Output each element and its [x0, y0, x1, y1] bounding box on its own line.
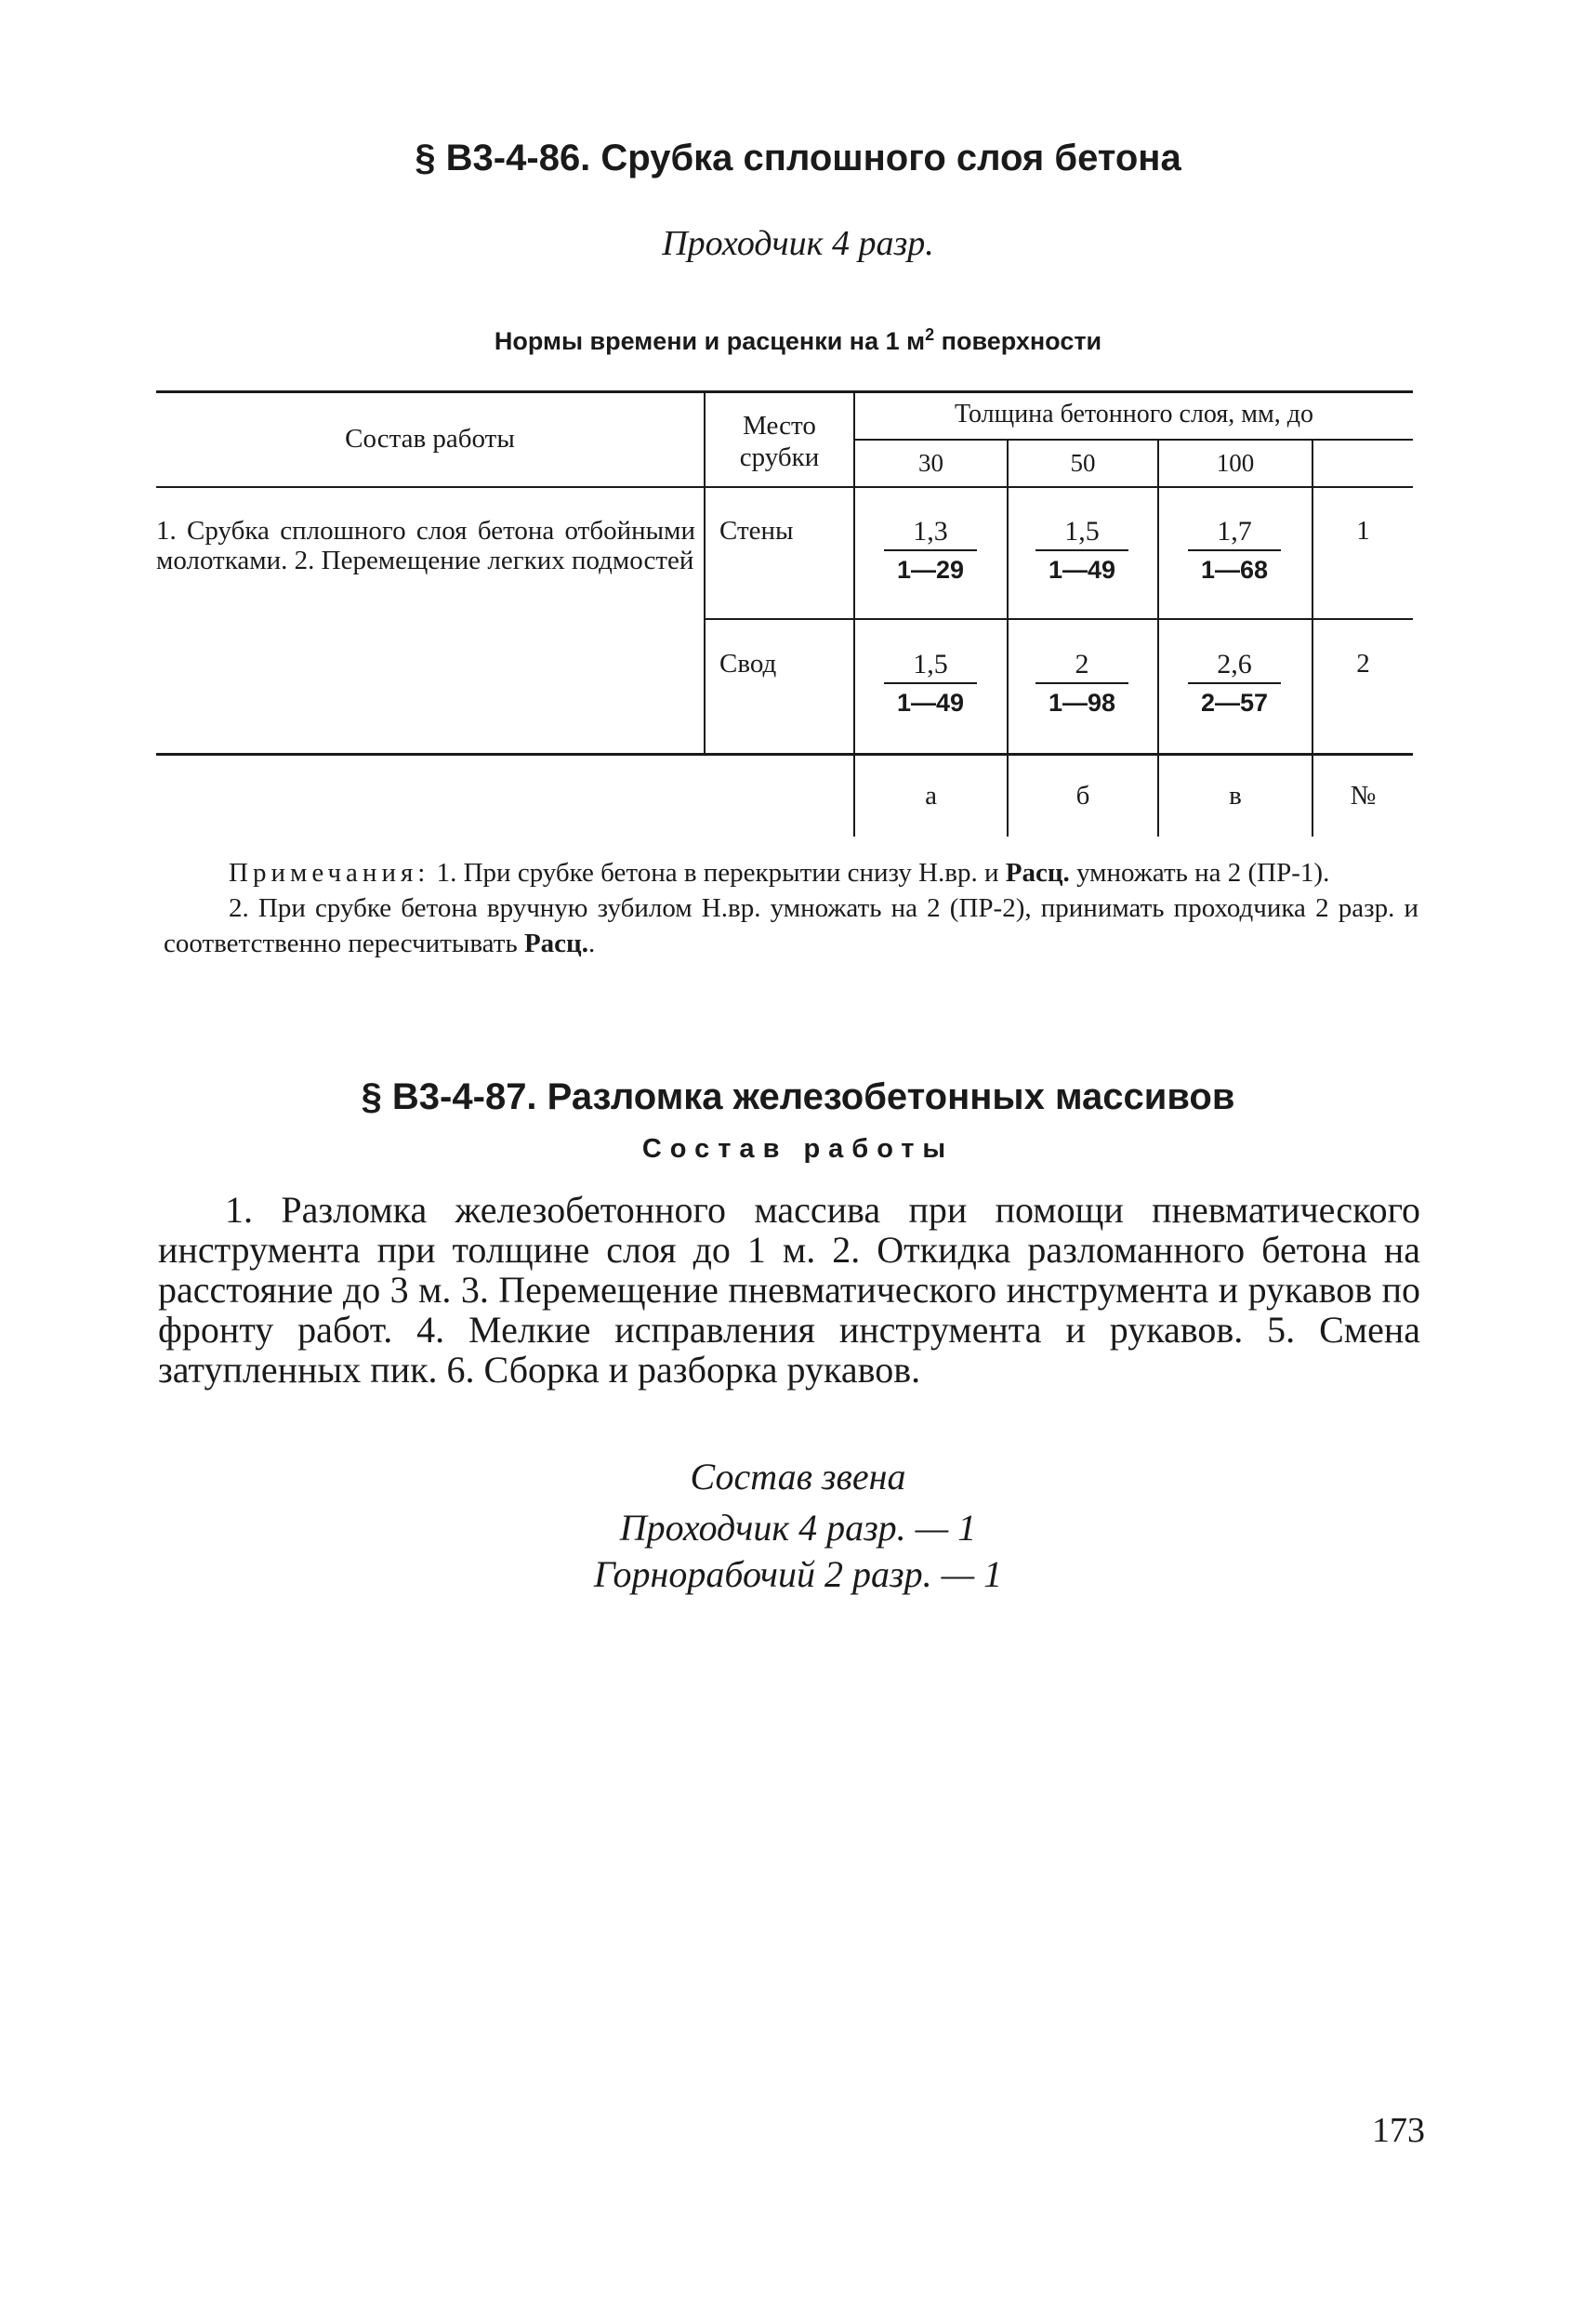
cell-walls-30	[865, 516, 996, 585]
cell-walls-100	[1169, 516, 1299, 585]
place-walls: Стены	[719, 516, 794, 546]
price-value: 1—49	[1048, 556, 1116, 584]
cell-walls-50	[1017, 516, 1147, 585]
col-rule-100	[1157, 439, 1159, 837]
norm-value: 1,7	[1217, 516, 1252, 547]
note-2-rasc: Расц.	[523, 929, 588, 958]
work-description: 1. Срубка сплошного слоя бетона отбойными молотками. 2. Перемещение легких подмостей	[156, 516, 695, 575]
worker-grade: Проходчик 4 разр.	[662, 224, 934, 263]
price-value: 1—98	[1048, 689, 1116, 717]
header-work: Состав работы	[345, 424, 515, 454]
table-bottom-rule	[156, 753, 1413, 756]
fraction-bar	[1188, 549, 1281, 551]
work-composition-text: 1. Разломка железобетонного массива при помощи пневматического инструмента при толщине слоя до 1 м. 2. Откидка разломанного бетона на расстояние до 3 м. 3. Перемещение пневматического инструмента и рукавов по фронту работ. 4. Мелкие исправления инструмента и рукавов. 5. Смена затупленных пик. 6. Сборка и разборка рукавов.	[158, 1189, 1420, 1391]
footer-col-b: б	[1075, 781, 1090, 811]
note-1	[164, 855, 1418, 890]
row-separator	[705, 618, 1413, 620]
col-rule-50	[1007, 439, 1009, 837]
fraction-bar	[884, 682, 977, 684]
header-place-line1: Место	[743, 411, 816, 441]
header-col-30: 30	[918, 449, 943, 477]
table-caption-tail: поверхности	[934, 327, 1102, 355]
footer-col-c: в	[1229, 781, 1242, 811]
price-value: 1—68	[1200, 556, 1269, 584]
cell-vault-30	[865, 649, 996, 718]
price-value: 1—49	[896, 689, 965, 717]
row-num-2: 2	[1356, 649, 1370, 679]
row-num-1: 1	[1356, 516, 1370, 546]
norm-value: 1,5	[913, 649, 948, 679]
note-2	[164, 890, 1418, 961]
footer-col-a: а	[925, 781, 937, 811]
notes-label: Примечания:	[229, 858, 430, 888]
header-thickness: Толщина бетонного слоя, мм, до	[955, 400, 1313, 429]
table-caption	[0, 325, 1596, 356]
note-2-tail: .	[587, 929, 596, 958]
cell-vault-50	[1017, 649, 1147, 718]
header-subrule	[854, 439, 1413, 441]
header-col-50: 50	[1070, 449, 1096, 477]
work-composition-body	[158, 1190, 1420, 1390]
table-caption-sup: 2	[925, 325, 935, 344]
norm-value: 1,3	[913, 516, 948, 547]
norm-value: 2,6	[1217, 649, 1252, 679]
header-place-line2: срубки	[739, 442, 820, 472]
note-1-rasc: Расц.	[1005, 858, 1070, 888]
price-value: 2—57	[1200, 689, 1269, 717]
norm-value: 2	[1075, 649, 1089, 679]
footer-col-num: №	[1350, 781, 1377, 811]
fraction-bar	[1035, 682, 1128, 684]
col-rule-num	[1312, 439, 1313, 837]
crew-member-1: Проходчик 4 разр. — 1	[619, 1507, 977, 1549]
page-number: 173	[1372, 2111, 1425, 2150]
header-bottom-rule	[156, 486, 1413, 488]
work-composition-heading: Состав работы	[641, 1134, 955, 1164]
norm-value: 1,5	[1064, 516, 1100, 547]
header-col-100: 100	[1216, 449, 1255, 477]
table-top-rule	[156, 390, 1413, 393]
norms-table	[156, 390, 1413, 837]
section-title-v3-4-87: § В3-4-87. Разломка железобетонных массивов	[361, 1076, 1235, 1117]
section-title-v3-4-86: § В3-4-86. Срубка сплошного слоя бетона	[415, 138, 1181, 178]
price-value: 1—29	[896, 556, 965, 584]
table-caption-text: Нормы времени и расценки на 1 м	[494, 327, 926, 355]
crew-heading: Состав звена	[690, 1456, 906, 1497]
note-2-text: 2. При срубке бетона вручную зубилом Н.вр. умножать на 2 (ПР-2), принимать проходчика 2 разр. и соответственно пересчитывать	[164, 893, 1418, 958]
crew-member-2: Горнорабочий 2 разр. — 1	[593, 1553, 1003, 1595]
fraction-bar	[1188, 682, 1281, 684]
cell-vault-100	[1169, 649, 1299, 718]
place-vault: Свод	[719, 649, 777, 679]
notes-block	[164, 855, 1418, 961]
note-1-tail: умножать на 2 (ПР-1).	[1069, 858, 1330, 888]
note-1-text: 1. При срубке бетона в перекрытии снизу Н.вр. и	[429, 858, 1006, 888]
fraction-bar	[884, 549, 977, 551]
fraction-bar	[1035, 549, 1128, 551]
